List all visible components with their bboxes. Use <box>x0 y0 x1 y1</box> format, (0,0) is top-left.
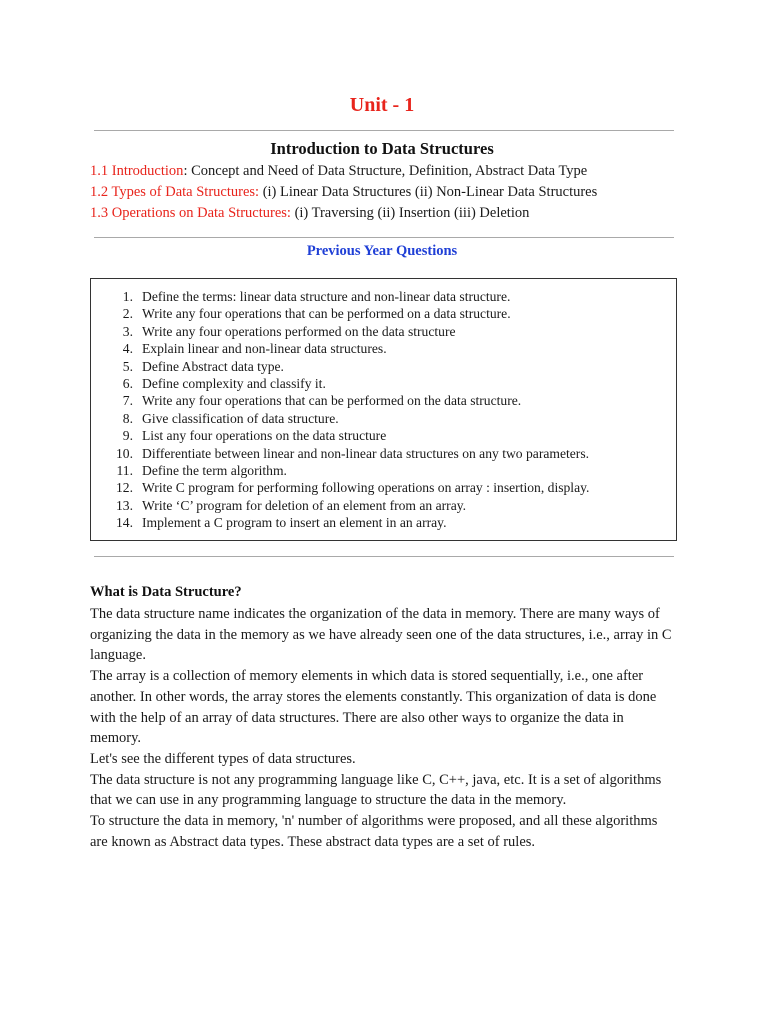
section-body <box>90 604 674 852</box>
question-number: 7. <box>122 393 133 409</box>
question-text: Define the terms: linear data structure and non-linear data structure. <box>142 289 511 304</box>
divider <box>94 556 674 557</box>
question-text: Give classification of data structure. <box>142 410 339 426</box>
topic-key: 1.3 Operations on Data Structures: <box>90 205 291 221</box>
topic-text: (i) Linear Data Structures (ii) Non-Linear Data Structures <box>262 184 598 200</box>
question-text: Define Abstract data type. <box>142 358 284 374</box>
question-number: 12. <box>116 480 133 496</box>
topic-types <box>90 184 597 201</box>
topic-text: Concept and Need of Data Structure, Definition, Abstract Data Type <box>191 163 588 179</box>
question-text: Define complexity and classify it. <box>142 375 326 391</box>
question-number: 13. <box>116 497 133 513</box>
question-number: 2. <box>122 306 133 322</box>
intro-title: Introduction to Data Structures <box>270 139 494 158</box>
question-number: 8. <box>122 410 133 426</box>
question-text: Write any four operations that can be performed on the data structure. <box>142 393 522 409</box>
question-text: Explain linear and non-linear data structures. <box>142 341 387 357</box>
question-text: Write ‘C’ program for deletion of an element from an array. <box>142 497 467 513</box>
question-text: List any four operations on the data structure <box>142 428 387 444</box>
question-number: 11. <box>116 462 133 478</box>
question-number: 10. <box>116 445 133 461</box>
body-paragraph: The array is a collection of memory elements in which data is stored sequentially, i.e., one after another. In other words, the array stores the elements constantly. This organization of data is done with the help of an array of data structures. There are also other ways to organize the data in memory. <box>90 668 657 747</box>
divider <box>94 130 674 131</box>
question-text: Write any four operations performed on the data structure <box>142 323 456 339</box>
unit-title: Unit - 1 <box>349 94 415 116</box>
section-heading: What is Data Structure? <box>90 584 242 600</box>
question-number: 5. <box>122 358 133 374</box>
topic-operations <box>90 205 529 222</box>
question-number: 4. <box>122 341 133 357</box>
topic-key: 1.2 Types of Data Structures: <box>90 184 260 200</box>
question-text: Write any four operations that can be performed on a data structure. <box>142 306 511 322</box>
topic-separator: : <box>183 163 192 179</box>
topic-introduction <box>90 163 587 180</box>
question-text: Differentiate between linear and non-linear data structures on any two parameters. <box>142 445 590 461</box>
topic-text: (i) Traversing (ii) Insertion (iii) Deletion <box>294 205 530 221</box>
body-paragraph: The data structure is not any programming language like C, C++, java, etc. It is a set of algorithms that we can use in any programming language to structure the data in the memory. <box>90 771 662 809</box>
question-number: 3. <box>122 323 133 339</box>
body-paragraph: The data structure name indicates the organization of the data in memory. There are many ways of organizing the data in the memory as we have already seen one of the data structures, i.e., array in C language. <box>90 606 672 664</box>
question-number: 6. <box>122 375 133 391</box>
topic-key: 1.1 Introduction <box>90 163 184 179</box>
question-number: 9. <box>122 428 133 444</box>
body-paragraph: Let's see the different types of data structures. <box>90 750 356 767</box>
question-text: Implement a C program to insert an element in an array. <box>142 515 447 531</box>
previous-year-questions-title: Previous Year Questions <box>306 243 458 259</box>
body-paragraph: To structure the data in memory, 'n' number of algorithms were proposed, and all these algorithms are known as Abstract data types. These abstract data types are a set of rules. <box>90 813 658 850</box>
questions-box <box>90 278 677 541</box>
question-number: 1. <box>122 289 133 304</box>
question-number: 14. <box>116 515 133 531</box>
question-text: Write C program for performing following operations on array : insertion, display. <box>142 480 590 496</box>
question-text: Define the term algorithm. <box>142 462 287 478</box>
divider <box>94 237 674 238</box>
